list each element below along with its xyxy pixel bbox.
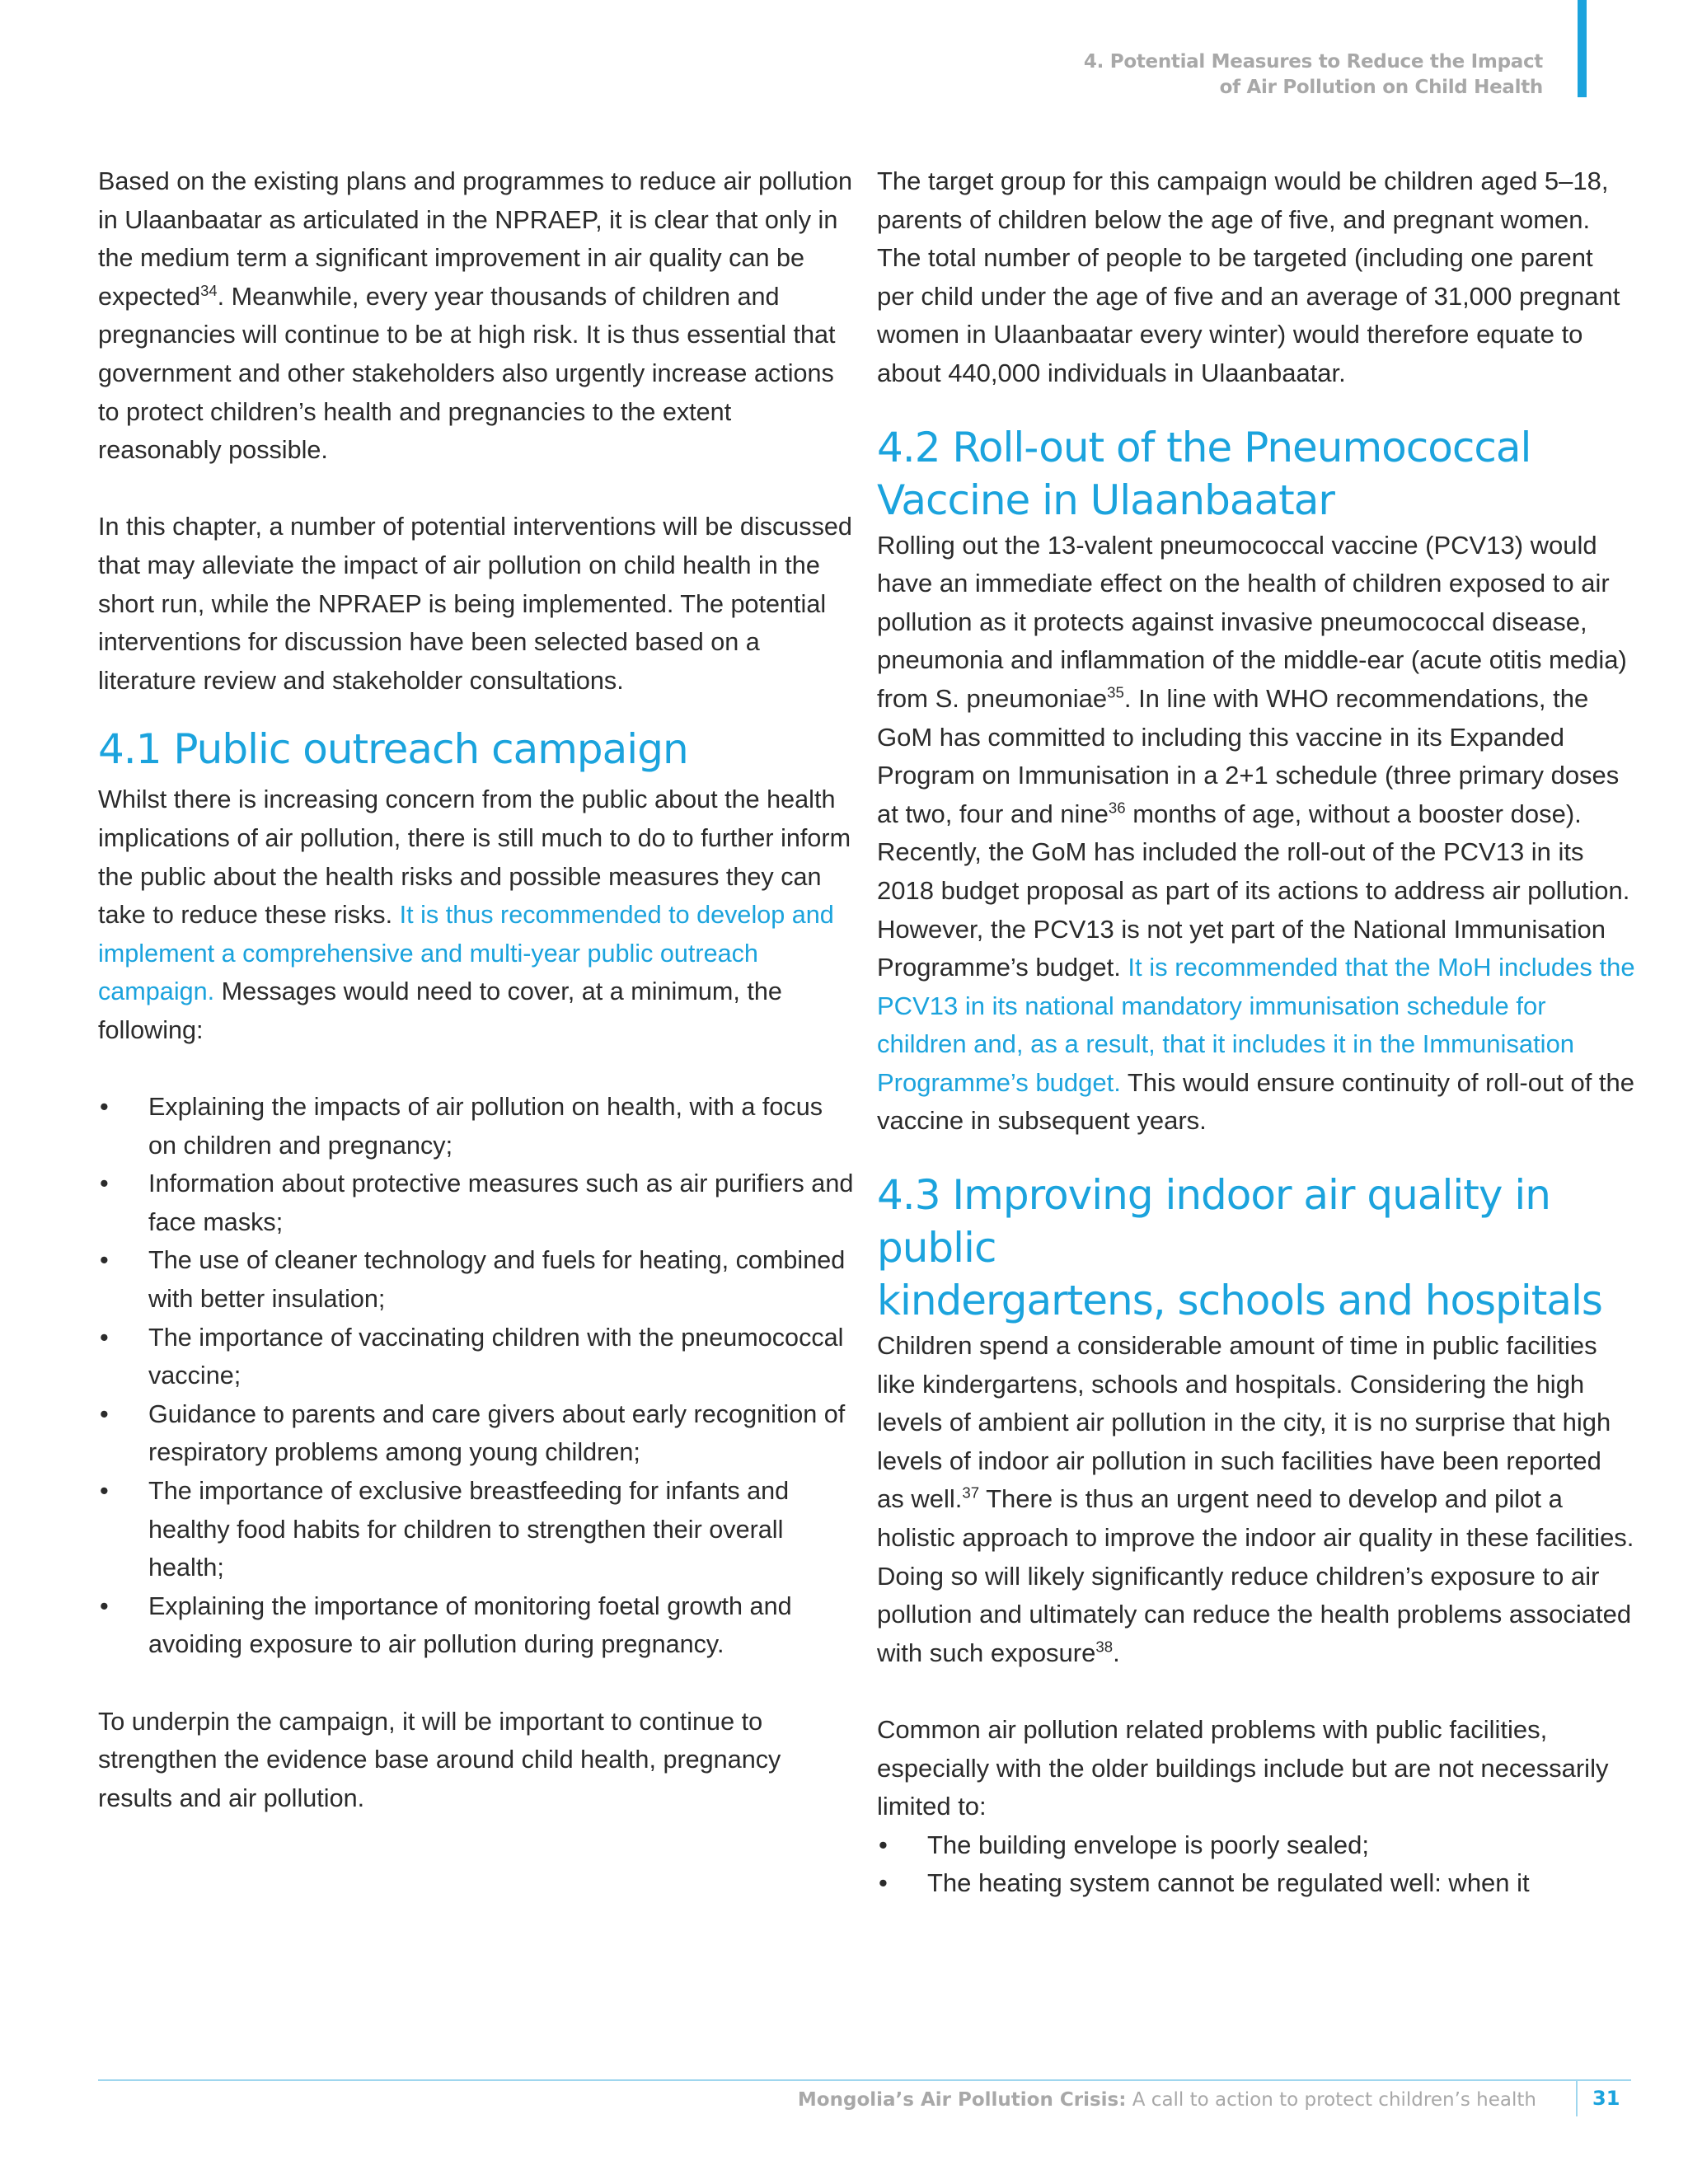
section-heading-4-3: 4.3 Improving indoor air quality in public kindergartens, schools and hospitals [877, 1171, 1602, 1325]
list-item: • Information about protective measures such as air purifiers and face masks; [98, 1165, 856, 1241]
footnote-ref-35: 35 [1107, 683, 1124, 701]
footer-rule [98, 2079, 1631, 2081]
bullet-icon: • [100, 1246, 109, 1275]
list-item: • The importance of exclusive breastfeeding for infants and healthy food habits for children to strengthen their overall health; [98, 1472, 856, 1587]
campaign-messages-list [98, 1088, 856, 1664]
bullet-icon: • [879, 1830, 888, 1859]
bullet-icon: • [100, 1093, 109, 1122]
list-item: • Guidance to parents and care givers about early recognition of respiratory problems among young children; [98, 1395, 856, 1472]
paragraph-indoor-air: Children spend a considerable amount of time in public facilities like kindergartens, schools and hospitals. Considering the high levels of ambient air pollution in the city, it is no surprise that high levels of indoor air pollution in such facilities have been reported as well.$^{37}$ There is thus an urgent need to develop and pilot a holistic approach to improve the indoor air quality in these facilities. Doing so will likely significantly reduce children’s exposure to air pollution and ultimately can reduce the health problems associated with such exposure$^{38}$. [877, 1331, 1634, 1667]
footer-publication-title: Mongolia’s Air Pollution Crisis: A call to action to protect children’s health [797, 2089, 1536, 2111]
right-column [877, 162, 1635, 1903]
list-item: • The use of cleaner technology and fuels for heating, combined with better insulation; [98, 1241, 856, 1318]
footnote-ref-34: 34 [200, 281, 218, 299]
list-item: • Explaining the impacts of air pollution on health, with a focus on children and pregnancy; [98, 1088, 856, 1165]
bullet-icon: • [100, 1169, 109, 1198]
paragraph-intro: Based on the existing plans and programmes to reduce air pollution in Ulaanbaatar as articulated in the NPRAEP, it is clear that only in the medium term a significant improvement in air quality can be expected$^{34}$. Meanwhile, every year thousands of children and pregnancies will continue to be at high risk. It is thus essential that government and other stakeholders also urgently increase actions to protect children’s health and pregnancies to the extent reasonably possible. [98, 167, 852, 465]
page-number: 31 [1592, 2087, 1620, 2110]
list-item: • The heating system cannot be regulated well: when it [877, 1864, 1635, 1903]
list-item: • The building envelope is poorly sealed; [877, 1826, 1635, 1865]
left-column [98, 162, 856, 1817]
recommendation-highlight: It is thus recommended to develop and implement a comprehensive and multi-year public outreach campaign. [98, 901, 834, 1006]
paragraph-outreach: Whilst there is increasing concern from the public about the health implications of air pollution, there is still much to do to further inform the public about the health risks and possible measures they can take to reduce these risks. It is thus recommended to develop and implement a comprehensive and multi-year public outreach campaign. Messages would need to cover, at a minimum, the following: [98, 785, 851, 1044]
paragraph-chapter-overview: In this chapter, a number of potential interventions will be discussed that may alleviate the impact of air pollution on child health in the short run, while the NPRAEP is being implemented. The potential interventions for discussion have been selected based on a literature review and stakeholder consultations. [98, 513, 852, 695]
running-header-line-1: 4. Potential Measures to Reduce the Impact [1083, 51, 1543, 73]
bullet-icon: • [100, 1477, 109, 1505]
footer-separator [1576, 2079, 1578, 2116]
paragraph-common-problems: Common air pollution related problems with public facilities, especially with the older buildings include but are not necessarily limited to: [877, 1715, 1609, 1821]
footnote-ref-38: 38 [1095, 1638, 1114, 1656]
facility-problems-list [877, 1826, 1635, 1903]
section-heading-4-1: 4.1 Public outreach campaign [98, 725, 688, 774]
list-item: • The importance of vaccinating children with the pneumococcal vaccine; [98, 1319, 856, 1395]
paragraph-target-group: The target group for this campaign would be children aged 5–18, parents of children below the age of five, and pregnant women. The total number of people to be targeted (including one parent per child under the age of five and an average of 31,000 pregnant women in Ulaanbaatar every winter) would therefore equate to about 440,000 individuals in Ulaanbaatar. [877, 166, 1620, 387]
bullet-icon: • [879, 1868, 888, 1898]
header-accent-bar [1578, 0, 1587, 97]
paragraph-evidence-base: To underpin the campaign, it will be important to continue to strengthen the evidence base around child health, pregnancy results and air pollution. [98, 1707, 781, 1812]
section-heading-4-2: 4.2 Roll-out of the Pneumococcal Vaccine in Ulaanbaatar [877, 423, 1531, 524]
recommendation-highlight: It is recommended that the MoH includes the PCV13 in its national mandatory immunisation schedule for children and, as a result, that it includes it in the Immunisation Programme’s budget. [877, 953, 1635, 1097]
footnote-ref-37: 37 [962, 1484, 980, 1502]
running-header-line-2: of Air Pollution on Child Health [1219, 77, 1543, 98]
bullet-icon: • [100, 1323, 109, 1352]
bullet-icon: • [100, 1591, 109, 1620]
bullet-icon: • [100, 1399, 109, 1428]
footnote-ref-36: 36 [1108, 799, 1126, 817]
running-header [966, 49, 1543, 101]
list-item: • Explaining the importance of monitoring foetal growth and avoiding exposure to air pollution during pregnancy. [98, 1587, 856, 1664]
paragraph-vaccine: Rolling out the 13-valent pneumococcal vaccine (PCV13) would have an immediate effect on the health of children exposed to air pollution as it protects against invasive pneumococcal disease, pneumonia and inflammation of the middle-ear (acute otitis media) from S. pneumoniae$^{35}$. In line with WHO recommendations, the GoM has committed to including this vaccine in its Expanded Program on Immunisation in a 2+1 schedule (three primary doses at two, four and nine$^{36}$ months of age, without a booster dose). Recently, the GoM has included the roll-out of the PCV13 in its 2018 budget proposal as part of its actions to address air pollution. However, the PCV13 is not yet part of the National Immunisation Programme’s budget. It is recommended that the MoH includes the PCV13 in its national mandatory immunisation schedule for children and, as a result, that it includes it in the Immunisation Programme’s budget. This would ensure continuity of roll-out of the vaccine in subsequent years. [877, 530, 1635, 1136]
